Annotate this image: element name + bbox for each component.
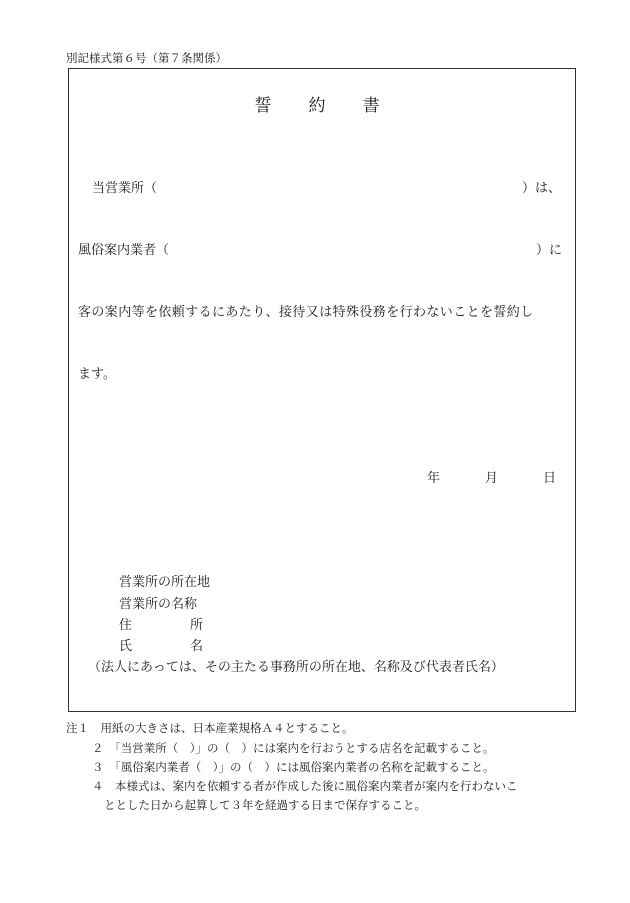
business-location-label: 営業所の所在地 <box>119 575 211 590</box>
page-title: 誓 約 書 <box>254 96 390 116</box>
note-item-4: ４ 本様式は、案内を依頼する者が作成した後に風俗案内業者が案内を行わないこ <box>92 779 518 793</box>
person-name-label: 氏名 <box>119 639 203 654</box>
note-item-2: ２ 「当営業所（ ）」の（ ）には案内を行おうとする店名を記載すること。 <box>92 741 495 755</box>
address-label: 住所 <box>119 618 203 633</box>
corporate-note: （法人にあっては、その主たる事務所の所在地、名称及び代表者氏名） <box>88 660 504 675</box>
business-name-label: 営業所の名称 <box>119 597 198 612</box>
note-item-3: ３ 「風俗案内業者（ ）」の（ ）には風俗案内業者の名称を記載すること。 <box>92 760 495 774</box>
pledge-text-line-2: ます。 <box>78 367 116 382</box>
business-line-label: 当営業所（ <box>92 181 158 196</box>
guide-operator-label: 風俗案内業者（ <box>78 243 170 258</box>
date-day: 日 <box>543 471 557 486</box>
date-year: 年 <box>427 471 441 486</box>
note-item-4-continued: ととした日から起算して３年を経過する日まで保存すること。 <box>104 798 426 812</box>
form-number-label: 別記様式第６号（第７条関係） <box>66 51 227 65</box>
guide-operator-close: ）に <box>536 243 563 258</box>
note-item-1: 注１ 用紙の大きさは、日本産業規格Ａ４とすること。 <box>66 721 354 735</box>
date-month: 月 <box>485 471 499 486</box>
pledge-text-line-1: 客の案内等を依頼するにあたり、接待又は特殊役務を行わないことを誓約し <box>78 305 534 320</box>
business-line-close: ）は、 <box>522 181 562 196</box>
